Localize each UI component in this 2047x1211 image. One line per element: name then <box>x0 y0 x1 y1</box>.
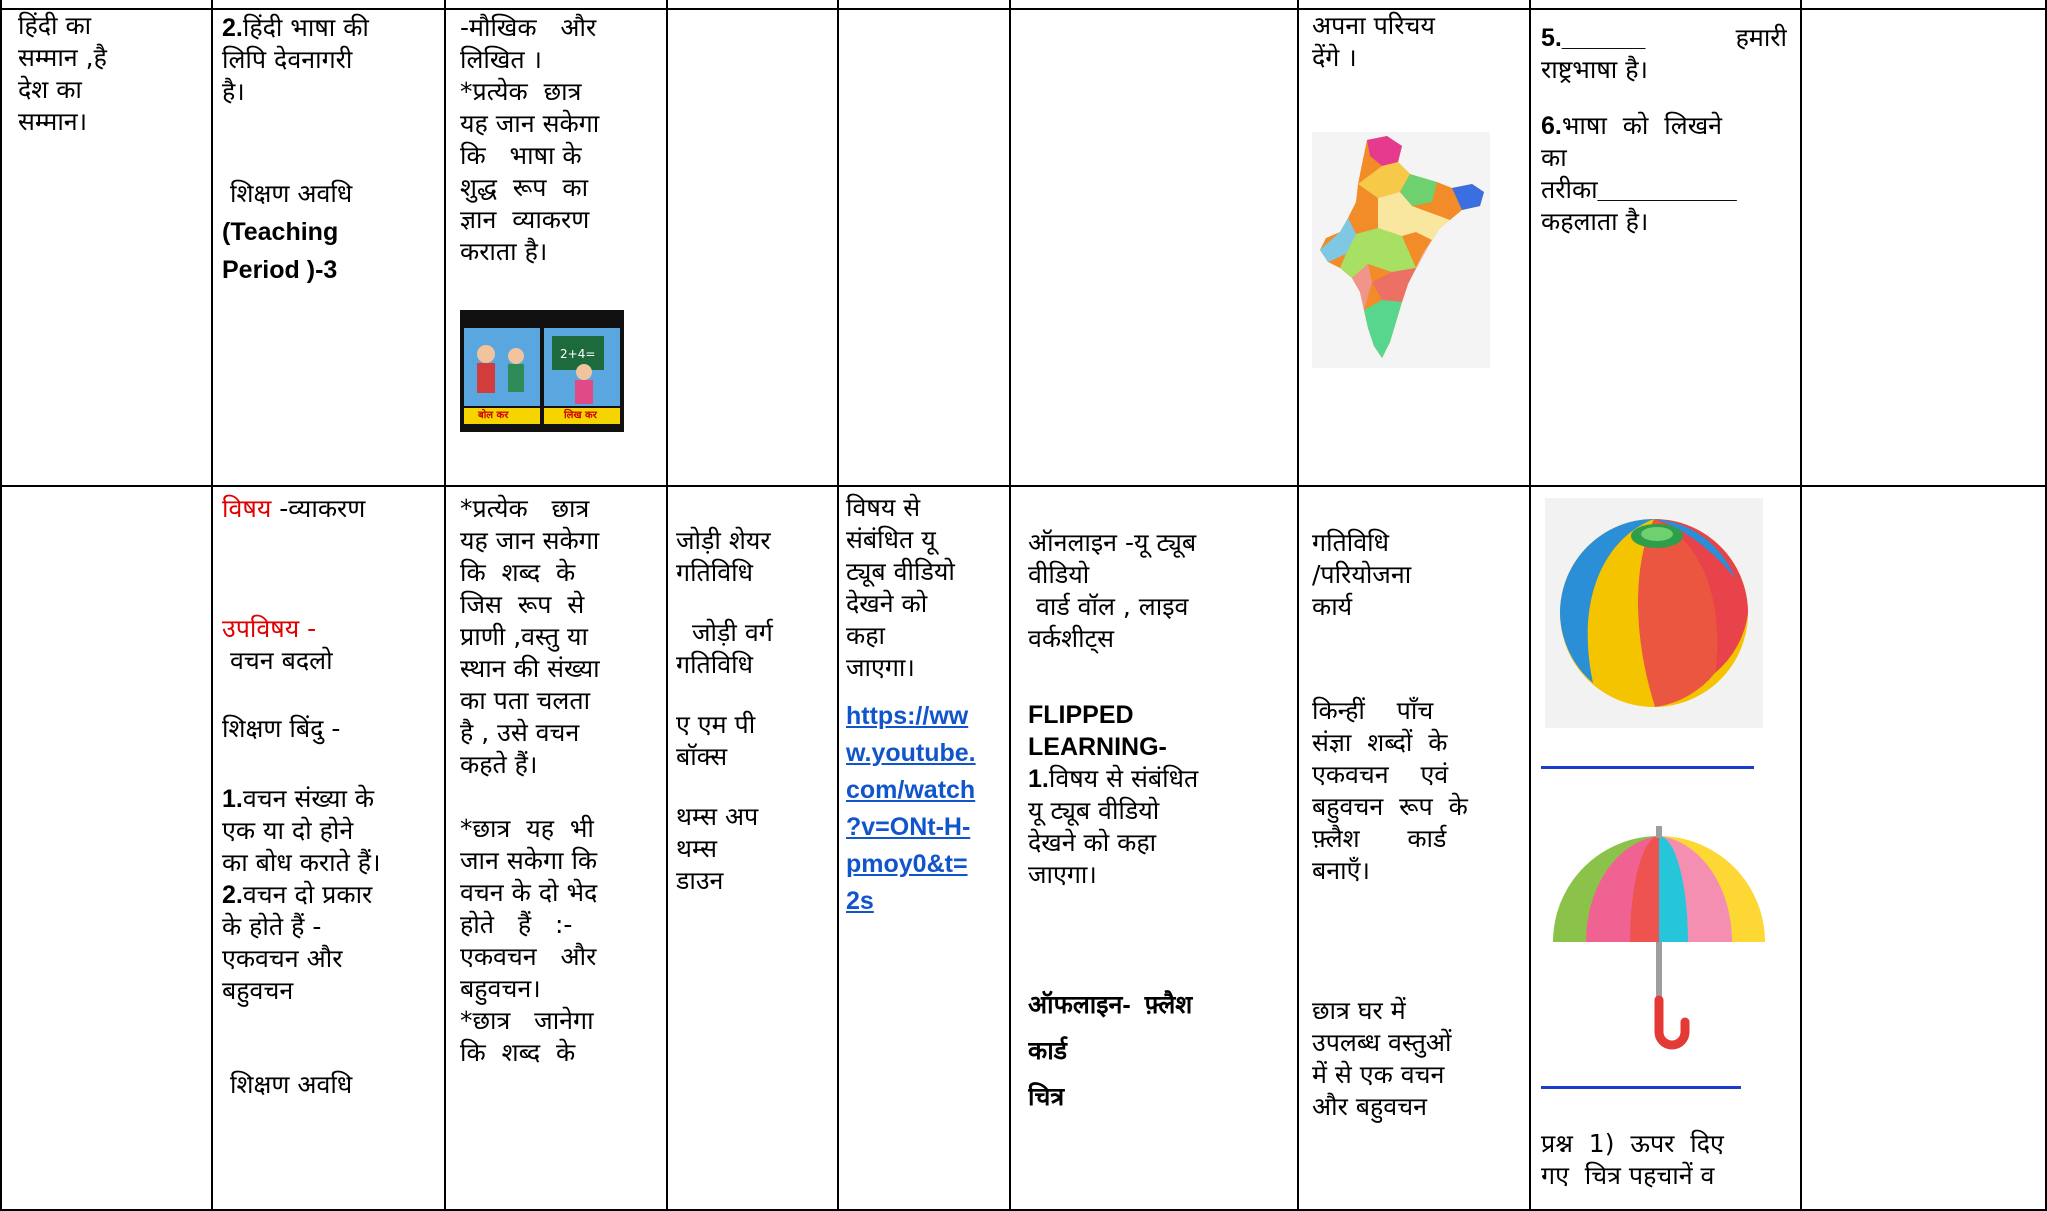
column-divider <box>837 0 839 1211</box>
text-line: जिस रूप से <box>460 590 585 619</box>
text-line: डाउन <box>676 866 724 895</box>
umbrella-image <box>1548 810 1770 1050</box>
text-line: किन्हीं पाँच <box>1312 696 1434 725</box>
text-line: एक या दो होने <box>222 816 354 845</box>
text-line: कार्य <box>1312 592 1353 621</box>
text-line: एकवचन एवं <box>1312 760 1449 789</box>
text-line: राष्ट्रभाषा है। <box>1541 55 1648 84</box>
speaking-label: बोल कर <box>478 410 509 421</box>
text-line: वचन संख्या के <box>242 784 375 813</box>
speaking-writing-illustration <box>460 310 624 432</box>
question-5 <box>1541 22 1787 54</box>
row-divider <box>0 485 2047 487</box>
column-divider <box>1297 0 1299 1211</box>
text-line: ऑनलाइन -यू ट्यूब <box>1028 528 1197 557</box>
text-line: वीडियो <box>1028 560 1090 589</box>
text-line: प्राणी ,वस्तु या <box>460 622 588 651</box>
text-line: होते हैं :- <box>460 910 573 939</box>
text-line: थम्स <box>676 834 718 863</box>
text-line: हिंदी भाषा की <box>242 13 369 42</box>
text-line: तरीका <box>1541 175 1598 204</box>
row2-resources-cell <box>846 492 1006 920</box>
text-line: है। <box>222 77 245 106</box>
link-line[interactable]: https://ww <box>846 702 969 730</box>
text-line: यह जान सकेगा <box>460 526 600 555</box>
text-line: में से एक वचन <box>1312 1060 1445 1089</box>
answer-blank-line <box>1541 766 1754 769</box>
text-line: गतिविधि <box>676 558 754 587</box>
column-divider <box>211 0 213 1211</box>
link-line[interactable]: ?v=ONt-H- <box>846 813 971 841</box>
text-line: -मौखिक और <box>460 13 597 42</box>
text-line: बॉक्स <box>676 742 728 771</box>
point-number: 1. <box>1028 765 1049 793</box>
text-line: ट्यूब वीडियो <box>846 557 955 586</box>
text-line: वचन के दो भेद <box>460 878 598 907</box>
text-line: गतिविधि <box>676 650 754 679</box>
text-line: जाएगा। <box>846 653 915 682</box>
row2-topic-cell <box>222 493 437 1101</box>
text-line: हमारी <box>1735 23 1787 52</box>
text-line: सम्मान। <box>18 107 88 136</box>
text-line: और बहुवचन <box>1312 1092 1427 1121</box>
text-line: *छात्र यह भी <box>460 814 594 843</box>
table-border-left <box>0 0 2 1211</box>
text-line: विषय से संबंधित <box>1048 764 1199 793</box>
offline-item: चित्र <box>1028 1083 1065 1111</box>
row2-activity-cell <box>1312 527 1522 1123</box>
text-line: /परियोजना <box>1312 560 1412 589</box>
text-line: देखने को कहा <box>1028 828 1157 857</box>
point-number: 2. <box>222 14 243 42</box>
question-number: 5. <box>1541 24 1562 52</box>
text-line: ए एम पी <box>676 710 756 739</box>
text-line: अपना परिचय <box>1312 11 1435 40</box>
writing-label: लिख कर <box>564 410 597 421</box>
text-line: गतिविधि <box>1312 528 1390 557</box>
text-line: कि भाषा के <box>460 141 582 170</box>
beach-ball-image <box>1545 498 1763 728</box>
text-line: *छात्र जानेगा <box>460 1006 594 1035</box>
text-line: का <box>1541 143 1567 172</box>
text-line: थम्स अप <box>676 802 759 831</box>
offline-heading: ऑफलाइन- फ़्लैश <box>1028 991 1193 1019</box>
text-line: जोड़ी शेयर <box>676 526 771 555</box>
text-line: फ़्लैश कार्ड <box>1312 824 1447 853</box>
text-line: बहुवचन। <box>460 974 541 1003</box>
text-line: *प्रत्येक छात्र <box>460 77 582 106</box>
text-line: कि शब्द के <box>460 1038 576 1067</box>
subtopic-value: वचन बदलो <box>230 646 333 675</box>
text-line: का बोध कराते हैं। <box>222 848 381 877</box>
answer-blank: ______ <box>1561 24 1646 52</box>
teaching-period-label: शिक्षण अवधि <box>230 1070 353 1099</box>
text-line: सम्मान ,है <box>18 43 107 72</box>
teaching-points-label: शिक्षण बिंदु - <box>222 714 341 743</box>
column-divider <box>1800 0 1802 1211</box>
text-line: *प्रत्येक छात्र <box>460 494 590 523</box>
text-line: जोड़ी वर्ग <box>692 618 773 647</box>
text-line: का पता चलता <box>460 686 591 715</box>
text-line: देश का <box>18 75 82 104</box>
flipped-learning-heading: FLIPPED <box>1028 701 1134 729</box>
text-line: देंगे । <box>1312 43 1357 72</box>
row1-objective-cell <box>460 12 656 268</box>
column-divider <box>666 0 668 1211</box>
text-line: हिंदी का <box>18 11 92 40</box>
row2-methods-cell <box>1028 527 1290 1113</box>
text-line: वचन दो प्रकार <box>242 880 373 909</box>
question-number: 6. <box>1541 112 1562 140</box>
row1-value-cell <box>18 10 203 138</box>
text-line: संज्ञा शब्दों के <box>1312 728 1448 757</box>
text-line: कहा <box>846 621 885 650</box>
text-line: भाषा को लिखने <box>1561 111 1723 140</box>
text-line: वार्ड वॉल , लाइव <box>1028 592 1189 621</box>
text-line: स्थान की संख्या <box>460 654 600 683</box>
question-text: प्रश्न 1) ऊपर दिए <box>1541 1129 1724 1158</box>
text-line: विषय से <box>846 493 921 522</box>
text-line: यू ट्यूब वीडियो <box>1028 796 1160 825</box>
subject-label: विषय <box>222 494 272 523</box>
teaching-period-en: (Teaching <box>222 218 339 246</box>
youtube-link[interactable] <box>846 698 1006 920</box>
text-line: कहलाता है। <box>1541 207 1649 236</box>
text-line: बहुवचन रूप के <box>1312 792 1468 821</box>
text-line: जान सकेगा कि <box>460 846 598 875</box>
row2-objective-cell <box>460 493 660 1069</box>
text-line: लिखित । <box>460 45 543 74</box>
text-line: है , उसे वचन <box>460 718 580 747</box>
text-line: उपलब्ध वस्तुओं <box>1312 1028 1452 1057</box>
text-line: कराता है। <box>460 237 548 266</box>
india-languages-map <box>1312 132 1490 368</box>
text-line: यह जान सकेगा <box>460 109 600 138</box>
column-divider <box>1529 0 1531 1211</box>
link-line[interactable]: com/watch <box>846 776 976 804</box>
row2-question-cell <box>1541 1128 1791 1192</box>
row1-activity-cell <box>1312 10 1522 74</box>
text-line: देखने को <box>846 589 928 618</box>
flipped-learning-heading: LEARNING- <box>1028 733 1167 761</box>
answer-blank: __________ <box>1597 176 1737 204</box>
link-line[interactable]: w.youtube. <box>846 739 976 767</box>
text-line: ज्ञान व्याकरण <box>460 205 590 234</box>
answer-blank-line <box>1541 1086 1741 1089</box>
text-line: बनाएँ। <box>1312 856 1370 885</box>
text-line: के होते हैं - <box>222 912 322 941</box>
text-line: छात्र घर में <box>1312 996 1406 1025</box>
text-line: कहते हैं। <box>460 750 538 779</box>
point-number: 2. <box>222 881 243 909</box>
text-line: जाएगा। <box>1028 860 1097 889</box>
subtopic-label: उपविषय - <box>222 614 317 643</box>
table-border-top <box>0 8 2047 10</box>
svg-text:2+4=: 2+4= <box>560 347 596 361</box>
text-line: संबंधित यू <box>846 525 936 554</box>
point-number: 1. <box>222 785 243 813</box>
text-line: शुद्ध रूप का <box>460 173 589 202</box>
text-line: वर्कशीट्स <box>1028 624 1115 653</box>
teaching-period-label: शिक्षण अवधि <box>230 179 353 208</box>
row2-activities-cell <box>676 525 831 897</box>
teaching-period-count: Period )-3 <box>222 256 338 284</box>
row1-teaching-point-cell <box>222 12 437 286</box>
question-text: गए चित्र पहचानें व <box>1541 1161 1715 1190</box>
offline-item: कार्ड <box>1028 1037 1068 1065</box>
text-line: एकवचन और <box>460 942 597 971</box>
link-line[interactable]: pmoy0&t= <box>846 850 968 878</box>
row1-assessment-cell <box>1541 22 1787 238</box>
column-divider <box>1009 0 1011 1211</box>
text-line: एकवचन और <box>222 944 343 973</box>
text-line: बहुवचन <box>222 976 294 1005</box>
subject-value: -व्याकरण <box>271 494 366 523</box>
column-divider <box>444 0 446 1211</box>
text-line: कि शब्द के <box>460 558 576 587</box>
link-line[interactable]: 2s <box>846 887 874 915</box>
text-line: लिपि देवनागरी <box>222 45 353 74</box>
